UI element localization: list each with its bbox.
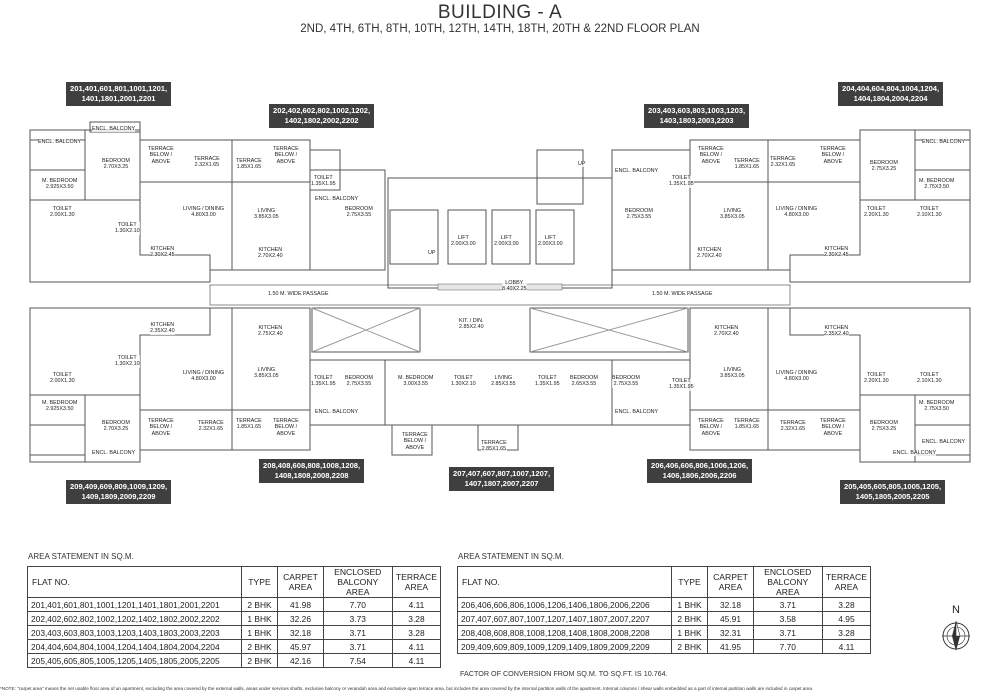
room-label: KITCHEN 2.75X2.40: [258, 325, 283, 338]
table-cell: 3.28: [392, 612, 440, 626]
table-row: [28, 612, 441, 626]
core-outline: [388, 178, 612, 288]
room-label: TOILET 1.30X2.10: [115, 222, 140, 235]
table-header: ENCLOSED BALCONY AREA: [753, 567, 822, 598]
table-header: TERRACE AREA: [392, 567, 440, 598]
room-label: BEDROOM 2.70X3.25: [102, 158, 130, 171]
room-label: TOILET 2.20X1.30: [864, 206, 889, 219]
room-label: KITCHEN 2.70X2.40: [697, 247, 722, 260]
table-header: CARPET AREA: [278, 567, 323, 598]
room-label: KITCHEN 2.35X2.40: [824, 325, 849, 338]
table-cell: 3.71: [753, 598, 822, 612]
room-label: ENCL. BALCONY: [315, 196, 359, 202]
room-label: TOILET 2.10X1.30: [917, 206, 942, 219]
room-label: LIFT 2.00X3.00: [538, 235, 563, 248]
table-cell: 7.70: [323, 598, 392, 612]
table-cell: 3.28: [822, 598, 870, 612]
room-label: BEDROOM 2.75X3.25: [870, 420, 898, 433]
room-label: LOBBY 8.40X2.25: [502, 280, 527, 293]
room-label: ENCL. BALCONY: [922, 139, 966, 145]
flat-tag-205: 205,405,605,805,1005,1205, 1405,1805,2005,2205: [840, 480, 945, 504]
table-cell: 4.11: [822, 640, 870, 654]
table-cell: 4.11: [392, 598, 440, 612]
table-row: [28, 654, 441, 668]
table-cell: 45.97: [278, 640, 323, 654]
room-label: TOILET 2.00X1.30: [50, 372, 75, 385]
room-label: TOILET 1.30X2.10: [115, 355, 140, 368]
passage-label-right: 1.50 M. WIDE PASSAGE: [652, 291, 713, 297]
room-label: ENCL. BALCONY: [893, 450, 937, 456]
table-header: TERRACE AREA: [822, 567, 870, 598]
table-cell: 205,405,605,805,1005,1205,1405,1805,2005,2205: [28, 654, 242, 668]
table-cell: 206,406,606,806,1006,1206,1406,1806,2006,2206: [458, 598, 672, 612]
room-label: KITCHEN 2.70X2.40: [714, 325, 739, 338]
table-cell: 3.71: [323, 626, 392, 640]
room-label: KITCHEN 2.30X2.45: [824, 246, 849, 259]
room-label: ENCL. BALCONY: [315, 409, 359, 415]
room-label: BEDROOM 2.75X3.55: [612, 375, 640, 388]
flat-209-outline: [30, 308, 210, 462]
room-label: TOILET 1.30X2.10: [451, 375, 476, 388]
room-label: TERRACE 1.85X1.65: [734, 418, 760, 431]
room-label: TERRACE 1.85X1.65: [734, 158, 760, 171]
room-label: M. BEDROOM 2.75X3.50: [919, 400, 955, 413]
flat-tag-207: 207,407,607,807,1007,1207, 1407,1807,2007,2207: [449, 467, 554, 491]
table-cell: 41.95: [708, 640, 753, 654]
room-label: ENCL. BALCONY: [92, 126, 136, 132]
room-label: TERRACE 2.32X1.65: [770, 156, 796, 169]
table-cell: 207,407,607,807,1007,1207,1407,1807,2007,2207: [458, 612, 672, 626]
table-cell: 202,402,602,802,1002,1202,1402,1802,2002,2202: [28, 612, 242, 626]
flat-tag-203: 203,403,603,803,1003,1203, 1403,1803,2003,2203: [644, 104, 749, 128]
page-title: BUILDING - A: [437, 2, 563, 23]
table-cell: 209,409,609,809,1009,1209,1409,1809,2009,2209: [458, 640, 672, 654]
room-label: TOILET 2.00X1.30: [50, 206, 75, 219]
table-cell: 32.18: [708, 598, 753, 612]
flat-tag-202: 202,402,602,802,1002,1202, 1402,1802,2002,2202: [269, 104, 374, 128]
table-row: [458, 612, 871, 626]
room-label: LIVING / DINING 4.80X3.00: [776, 206, 818, 219]
table-header: FLAT NO.: [458, 567, 672, 598]
room-label: KITCHEN 2.30X2.45: [150, 246, 175, 259]
room-label: ENCL. BALCONY: [922, 439, 966, 445]
room-label: UP: [578, 161, 586, 167]
room-label: TOILET 1.35X1.95: [535, 375, 560, 388]
table-cell: 1 BHK: [241, 612, 278, 626]
table-cell: 41.98: [278, 598, 323, 612]
passage-label-left: 1.50 M. WIDE PASSAGE: [268, 291, 329, 297]
room-label: BEDROOM 2.75X3.25: [870, 160, 898, 173]
room-label: LIVING 3.85X3.05: [720, 208, 745, 221]
room-label: TERRACE 2.85X1.65: [481, 440, 507, 453]
room-label: ENCL. BALCONY: [92, 450, 136, 456]
table-cell: 3.71: [323, 640, 392, 654]
room-label: TERRACE 1.85X1.65: [236, 158, 262, 171]
table-cell: 7.54: [323, 654, 392, 668]
table-cell: 204,404,604,804,1004,1204,1404,1804,2004,2204: [28, 640, 242, 654]
table-row: [28, 626, 441, 640]
room-label: M. BEDROOM 2.75X3.50: [919, 178, 955, 191]
staircase-top: [537, 150, 583, 204]
room-label: TERRACE 2.32X1.65: [198, 420, 224, 433]
compass-north-label: N: [952, 604, 960, 616]
room-label: TERRACE BELOW / ABOVE: [148, 418, 174, 437]
room-label: BEDROOM 2.75X3.55: [345, 375, 373, 388]
room-label: BEDROOM 2.75X3.55: [345, 206, 373, 219]
table-row: [458, 626, 871, 640]
room-label: BEDROOM 2.65X3.55: [570, 375, 598, 388]
room-label: KIT. / DIN. 2.85X2.40: [459, 318, 484, 331]
table-cell: 208,408,608,808,1008,1208,1408,1808,2008,2208: [458, 626, 672, 640]
room-label: BEDROOM 2.70X3.25: [102, 420, 130, 433]
room-label: TERRACE BELOW / ABOVE: [273, 418, 299, 437]
table-cell: 3.28: [392, 626, 440, 640]
table-cell: 201,401,601,801,1001,1201,1401,1801,2001,2201: [28, 598, 242, 612]
north-compass: [936, 604, 976, 654]
table-cell: 2 BHK: [241, 654, 278, 668]
flat-tag-206: 206,406,606,806,1006,1206, 1406,1806,2006,2206: [647, 459, 752, 483]
flat-tag-209: 209,409,609,809,1009,1209, 1409,1809,2009,2209: [66, 480, 171, 504]
room-label: TERRACE BELOW / ABOVE: [273, 146, 299, 165]
room-label: BEDROOM 2.75X3.55: [625, 208, 653, 221]
table-cell: 3.71: [753, 626, 822, 640]
room-label: KITCHEN 2.70X2.40: [258, 247, 283, 260]
table-row: [458, 640, 871, 654]
room-label: LIVING 3.85X3.05: [254, 367, 279, 380]
room-label: ENCL. BALCONY: [38, 139, 82, 145]
room-label: UP: [428, 250, 436, 256]
table-cell: 203,403,603,803,1003,1203,1403,1803,2003,2203: [28, 626, 242, 640]
table-cell: 4.11: [392, 640, 440, 654]
area-table-right-title: AREA STATEMENT IN SQ.M.: [458, 552, 564, 561]
table-header: CARPET AREA: [708, 567, 753, 598]
room-label: ENCL. BALCONY: [615, 168, 659, 174]
room-label: LIVING 3.85X3.05: [254, 208, 279, 221]
table-cell: 32.31: [708, 626, 753, 640]
room-label: ENCL. BALCONY: [615, 409, 659, 415]
table-cell: 2 BHK: [241, 598, 278, 612]
room-label: TOILET 1.35X1.95: [311, 375, 336, 388]
table-header: TYPE: [671, 567, 708, 598]
flat-207-outline: [385, 360, 612, 425]
room-label: TERRACE BELOW / ABOVE: [148, 146, 174, 165]
table-cell: 2 BHK: [671, 612, 708, 626]
room-label: TERRACE 1.85X1.65: [236, 418, 262, 431]
room-label: LIVING / DINING 4.80X3.00: [776, 370, 818, 383]
table-cell: 4.11: [392, 654, 440, 668]
room-label: TERRACE BELOW / ABOVE: [402, 432, 428, 451]
table-cell: 2 BHK: [241, 640, 278, 654]
room-label: TOILET 2.10X1.30: [917, 372, 942, 385]
page-subtitle: 2ND, 4TH, 6TH, 8TH, 10TH, 12TH, 14TH, 18TH, 20TH & 22ND FLOOR PLAN: [300, 23, 700, 35]
area-table-left: [27, 566, 441, 668]
flat-tag-201: 201,401,601,801,1001,1201, 1401,1801,2001,2201: [66, 82, 171, 106]
room-label: TERRACE 2.32X1.65: [194, 156, 220, 169]
table-cell: 1 BHK: [671, 598, 708, 612]
table-cell: 32.18: [278, 626, 323, 640]
room-label: KITCHEN 2.35X2.40: [150, 322, 175, 335]
table-cell: 32.26: [278, 612, 323, 626]
table-cell: 1 BHK: [671, 626, 708, 640]
table-cell: 7.70: [753, 640, 822, 654]
area-table-left-title: AREA STATEMENT IN SQ.M.: [28, 552, 134, 561]
flat-tag-204: 204,404,604,804,1004,1204, 1404,1804,2004,2204: [838, 82, 943, 106]
table-cell: 45.91: [708, 612, 753, 626]
room-label: M. BEDROOM 2.925X3.50: [42, 400, 78, 413]
room-label: LIVING / DINING 4.80X3.00: [183, 370, 225, 383]
room-label: M. BEDROOM 2.925X3.50: [42, 178, 78, 191]
table-cell: 1 BHK: [241, 626, 278, 640]
room-label: TOILET 1.35X1.95: [669, 175, 694, 188]
room-label: TERRACE 2.32X1.65: [780, 420, 806, 433]
area-table-right: [457, 566, 871, 654]
room-label: LIVING / DINING 4.80X3.00: [183, 206, 225, 219]
table-cell: 3.28: [822, 626, 870, 640]
table-cell: 4.95: [822, 612, 870, 626]
room-label: TERRACE BELOW / ABOVE: [698, 146, 724, 165]
table-cell: 3.58: [753, 612, 822, 626]
table-header: ENCLOSED BALCONY AREA: [323, 567, 392, 598]
conversion-factor-note: FACTOR OF CONVERSION FROM SQ.M. TO SQ.FT. IS 10.764.: [460, 669, 668, 678]
table-row: [28, 640, 441, 654]
room-label: TOILET 1.35X1.95: [669, 378, 694, 391]
room-label: TOILET 2.20X1.30: [864, 372, 889, 385]
table-row: [28, 598, 441, 612]
room-label: LIVING 3.85X3.05: [720, 367, 745, 380]
table-cell: 2 BHK: [671, 640, 708, 654]
room-label: TERRACE BELOW / ABOVE: [820, 418, 846, 437]
carpet-area-footnote: *NOTE: "carpet area" means the net usable floor area of an apartment, excluding the area covered by the external walls, areas under services shafts, exclusive balcony or verandah area and exclusive open terrace area, but includes the area covered by the internal partition walls of the apartment. Internal columns / shear walls embedded as a part of internal partition walls are included in carpet area.: [0, 686, 814, 691]
room-label: TOILET 1.35X1.95: [311, 175, 336, 188]
table-cell: 42.16: [278, 654, 323, 668]
room-label: TERRACE BELOW / ABOVE: [820, 146, 846, 165]
flat-tag-208: 208,408,608,808,1008,1208, 1408,1808,2008,2208: [259, 459, 364, 483]
room-label: LIVING 2.85X3.55: [491, 375, 516, 388]
table-row: [458, 598, 871, 612]
table-cell: 3.73: [323, 612, 392, 626]
room-label: TERRACE BELOW / ABOVE: [698, 418, 724, 437]
room-label: M. BEDROOM 3.00X3.55: [398, 375, 434, 388]
table-header: FLAT NO.: [28, 567, 242, 598]
table-header: TYPE: [241, 567, 278, 598]
room-label: LIFT 2.00X3.00: [494, 235, 519, 248]
room-label: LIFT 2.00X3.00: [451, 235, 476, 248]
